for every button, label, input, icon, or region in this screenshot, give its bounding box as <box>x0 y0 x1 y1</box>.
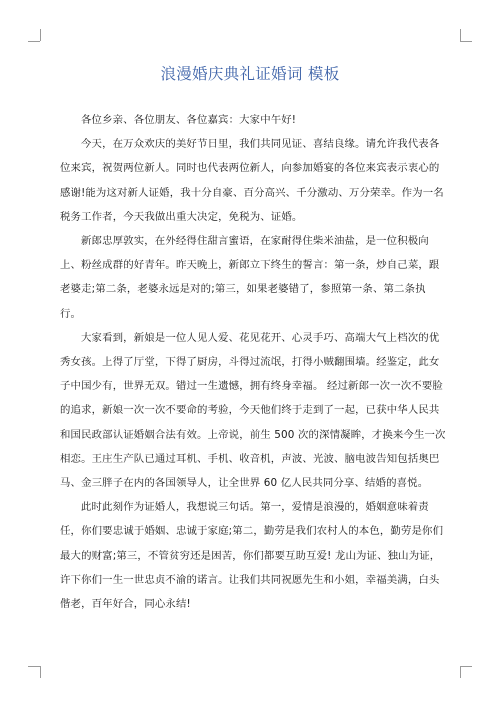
crop-mark-bottom-right-v <box>460 666 461 678</box>
paragraph-opening: 今天，在万众欢庆的美好节日里，我们共同见证、喜结良缘。请允许我代表各位来宾，祝贺两位新人。同时也代表两位新人，向参加婚宴的各位来宾表示衷心的感谢!能为这对新人证婚，我十分自豪、百分高兴、千分激动、万分荣幸。作为一名税务工作者，今天我做出重大决定，免税为、证婚。 <box>60 138 444 223</box>
paragraph-groom: 新郎忠厚敦实，在外经得住甜言蜜语，在家耐得住柴米油盐，是一位积极向上、粉丝成群的好青年。昨天晚上，新郎立下终生的誓言：第一条，炒自己菜，跟老婆走;第二条，老婆永远是对的;第三，如果老婆错了，参照第一条、第二条执行。 <box>60 235 440 320</box>
crop-mark-bottom-left-v <box>40 666 41 678</box>
crop-mark-top-left-v <box>40 29 41 41</box>
paragraph-greeting: 各位乡亲、各位朋友、各位嘉宾：大家中午好! <box>81 114 297 126</box>
paragraph-closing: 此时此刻作为证婚人，我想说三句话。第一，爱情是浪漫的，婚姻意味着责任，你们要忠诚于婚姻、忠诚于家庭;第二，勤劳是我们农村人的本色，勤劳是你们最大的财富;第三，不管贫穷还是困苦，你们都要互助互爱! 龙山为证、独山为证，许下你们一生一世忠贞不渝的诺言。让我们共同祝愿先生和小姐，幸福美满，白头偕老，百年好合，同心永结! <box>60 501 444 611</box>
crop-mark-bottom-right-h <box>460 666 472 667</box>
document-body <box>60 108 446 616</box>
paragraph-bride: 大家看到，新娘是一位人见人爱、花见花开、心灵手巧、高端大气上档次的优秀女孩。上得了厅堂，下得了厨房，斗得过流氓，打得小贼翻围墙。经鉴定，此女子中国少有，世界无双。错过一生遗憾，拥有终身幸福。 经过新郎一次一次不要脸的追求，新娘一次一次不要命的考验，今天他们终于走到了一起，已获中华人民共和国民政部认证婚姻合法有效。上帝说，前生 500 次的深情凝眸，才换来今生一次相恋。王庄生产队已通过耳机、手机、收音机，声波、光波、脑电波告知包括奥巴马、金三胖子在内的各国领导人，让全世界 60 亿人民共同分享、结婚的喜悦。 <box>60 331 446 490</box>
crop-mark-top-left-h <box>28 41 40 42</box>
crop-mark-bottom-left-h <box>28 666 40 667</box>
crop-mark-top-right-v <box>460 29 461 41</box>
crop-mark-top-right-h <box>460 41 472 42</box>
document-title: 浪漫婚庆典礼证婚词 模板 <box>160 65 340 83</box>
